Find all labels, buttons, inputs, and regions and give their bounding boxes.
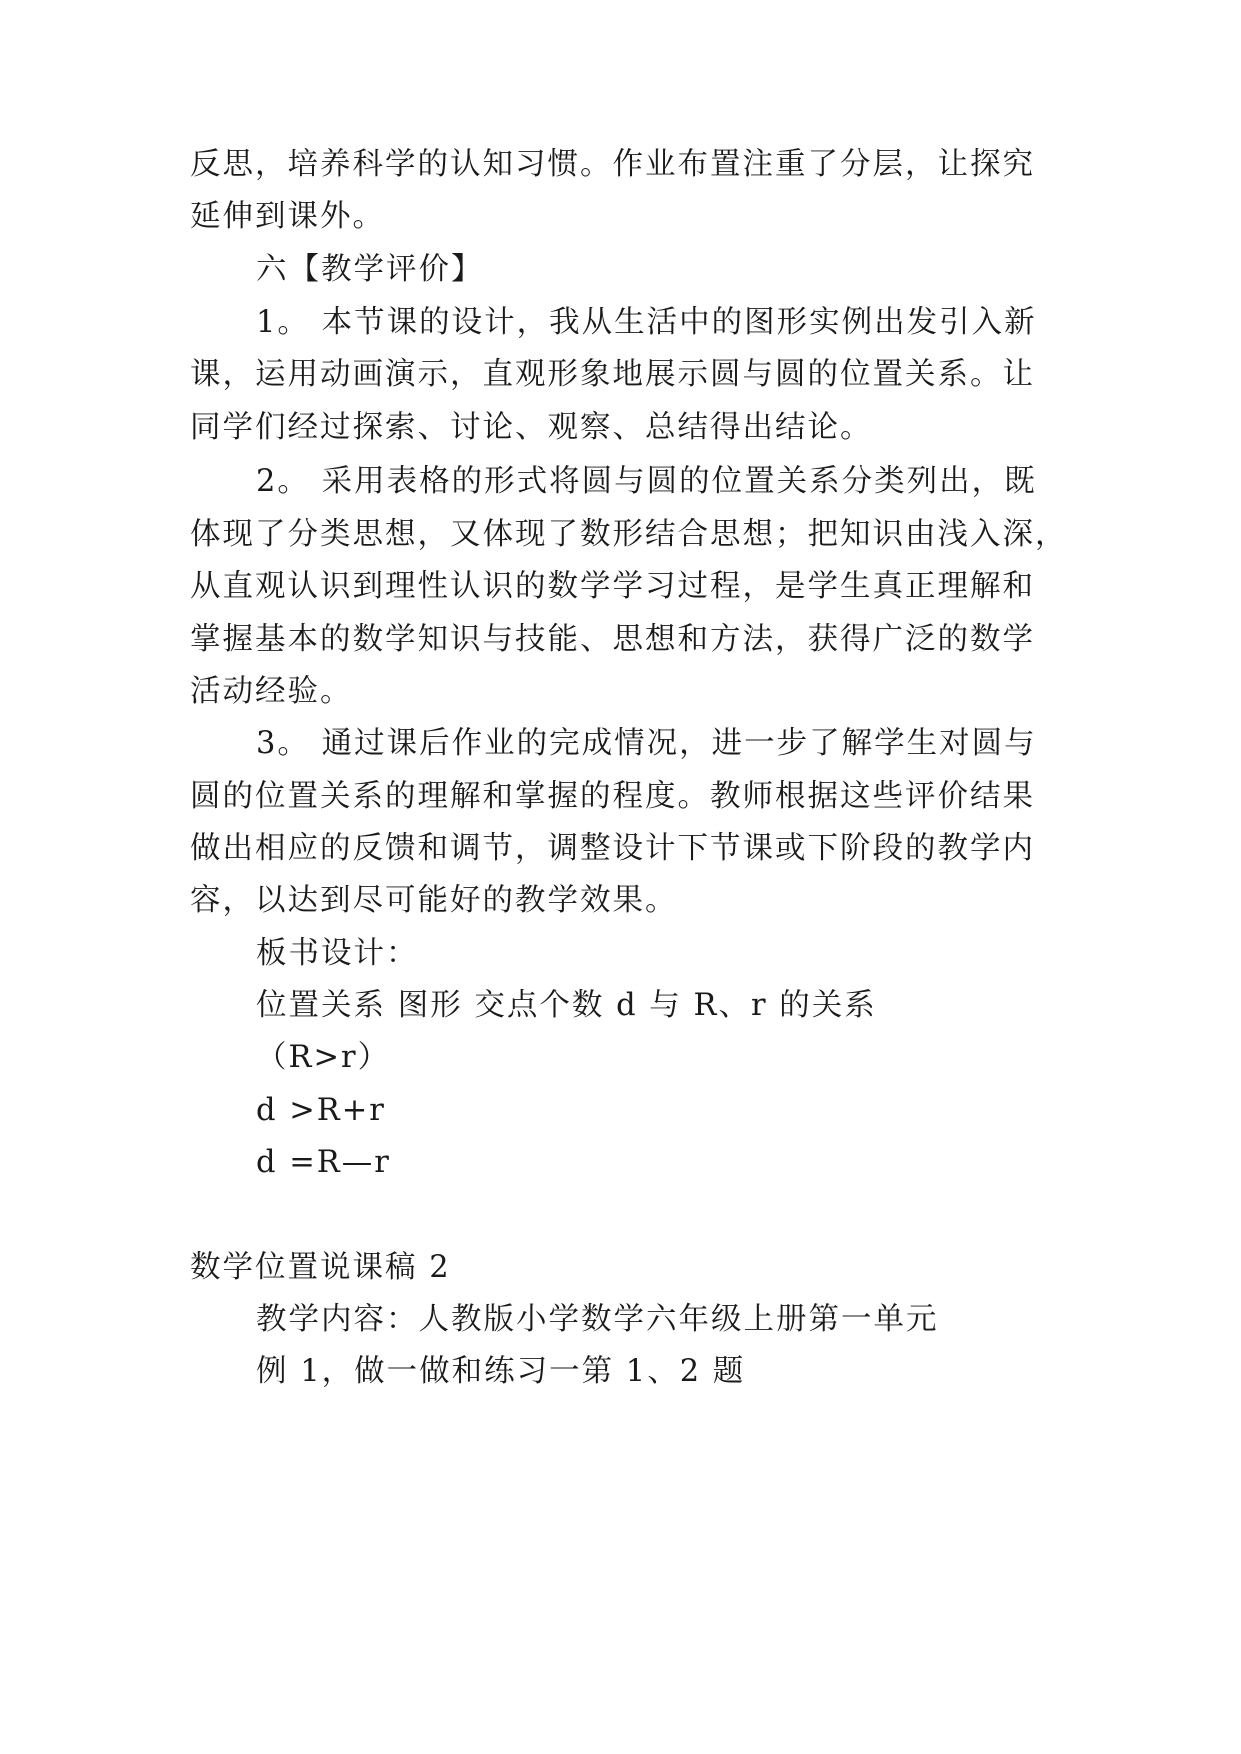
paragraph-line: 掌握基本的数学知识与技能、思想和方法，获得广泛的数学 <box>190 622 1035 657</box>
paragraph-line: 3。 通过课后作业的完成情况，进一步了解学生对圆与 <box>256 726 1037 761</box>
paragraph-line: 从直观认识到理性认识的数学学习过程，是学生真正理解和 <box>190 569 1035 604</box>
section-heading: 六【教学评价】 <box>256 252 484 287</box>
paragraph-line: 做出相应的反馈和调节，调整设计下节课或下阶段的教学内 <box>190 831 1035 866</box>
board-design-label: 板书设计： <box>256 936 419 971</box>
paragraph-line: 1。 本节课的设计，我从生活中的图形实例出发引入新 <box>256 305 1037 340</box>
board-condition: （R>r） <box>256 1040 391 1075</box>
paragraph-line: 圆的位置关系的理解和掌握的程度。教师根据这些评价结果 <box>190 779 1035 814</box>
paragraph-line: 课，运用动画演示，直观形象地展示圆与圆的位置关系。让 <box>190 357 1035 392</box>
document-title: 数学位置说课稿 2 <box>190 1250 451 1285</box>
paragraph-line: 同学们经过探索、讨论、观察、总结得出结论。 <box>190 410 873 445</box>
paragraph-line: 活动经验。 <box>190 674 353 709</box>
paragraph-line: 教学内容：人教版小学数学六年级上册第一单元 <box>256 1302 939 1337</box>
paragraph-line: 延伸到课外。 <box>190 199 385 234</box>
paragraph-line: 体现了分类思想，又体现了数形结合思想；把知识由浅入深， <box>190 517 1068 552</box>
paragraph-line: 反思，培养科学的认知习惯。作业布置注重了分层，让探究 <box>190 147 1035 182</box>
board-formula: d =R—r <box>256 1145 391 1180</box>
paragraph-line: 容，以达到尽可能好的教学效果。 <box>190 883 678 918</box>
paragraph-line: 2。 采用表格的形式将圆与圆的位置关系分类列出，既 <box>256 464 1037 499</box>
board-formula: d >R+r <box>256 1093 386 1128</box>
board-table-header: 位置关系 图形 交点个数 d 与 R、r 的关系 <box>256 988 877 1023</box>
paragraph-line: 例 1，做一做和练习一第 1、2 题 <box>256 1354 746 1389</box>
